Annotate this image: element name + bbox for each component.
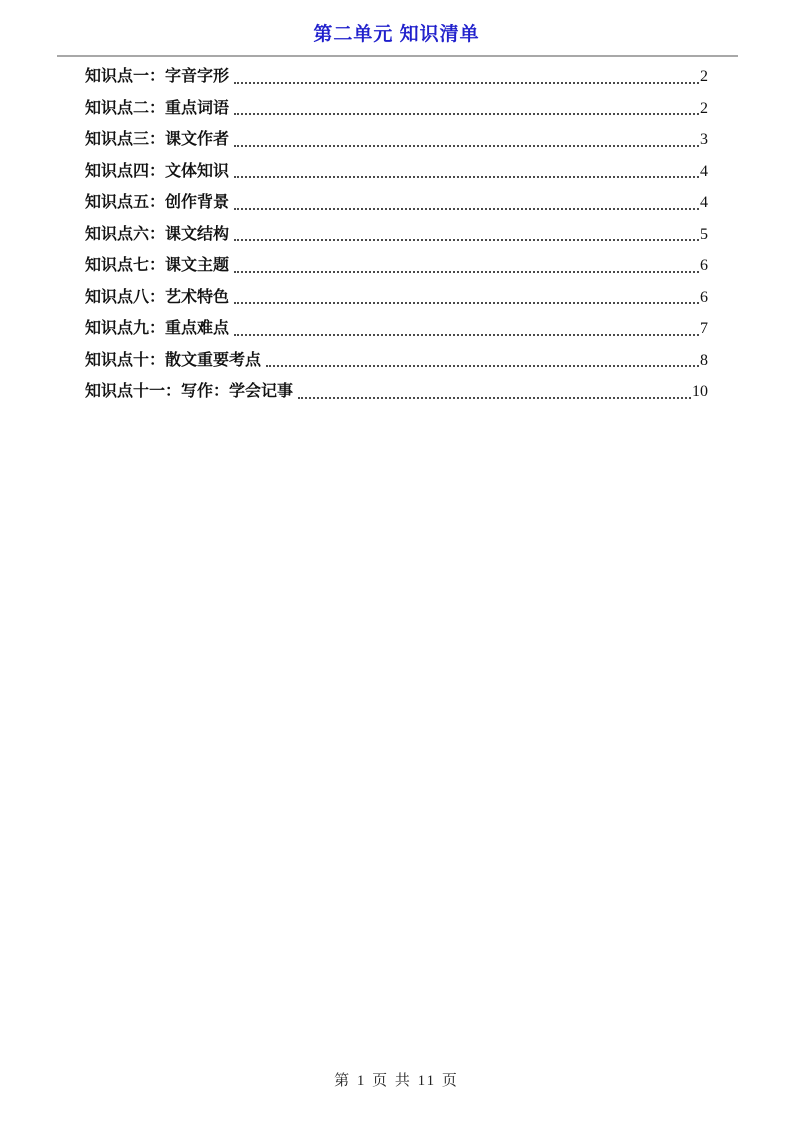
toc-page-number: 7	[700, 320, 708, 337]
title-divider	[57, 55, 738, 57]
toc-page-number: 5	[700, 225, 708, 243]
toc-entry-label: 知识点五：创作背景	[85, 194, 230, 211]
toc-entry-label: 知识点六：课文结构	[85, 225, 230, 243]
document-title: 第二单元 知识清单	[313, 24, 480, 45]
toc-page-number: 2	[700, 99, 708, 117]
toc-leader-dots	[234, 239, 699, 241]
toc-entry-label: 知识点七：课文主题	[85, 257, 230, 274]
toc-leader-dots	[234, 334, 699, 336]
toc-entry[interactable]	[85, 345, 708, 377]
toc-entry-label: 知识点十一：写作：学会记事	[85, 383, 294, 400]
toc-entry-label: 知识点二：重点词语	[85, 99, 230, 117]
toc-entry[interactable]	[85, 282, 708, 314]
toc-entry[interactable]	[85, 61, 708, 93]
toc-entry[interactable]	[85, 219, 708, 251]
toc-leader-dots	[234, 271, 699, 273]
toc-page-number: 3	[700, 131, 708, 148]
toc-page-number: 4	[700, 162, 708, 180]
toc-entry-label: 知识点四：文体知识	[85, 162, 230, 180]
toc-page-number: 2	[700, 68, 708, 85]
toc-page-number: 6	[700, 257, 708, 274]
toc-entry[interactable]	[85, 376, 708, 408]
toc-entry[interactable]	[85, 313, 708, 345]
page-footer: 第 1 页 共 11 页	[334, 1073, 459, 1089]
toc-entry-label: 知识点九：重点难点	[85, 320, 230, 337]
toc-entry[interactable]	[85, 156, 708, 188]
toc-entry[interactable]	[85, 187, 708, 219]
toc-page-number: 8	[700, 351, 708, 369]
toc-leader-dots	[234, 302, 699, 304]
toc-leader-dots	[234, 176, 699, 178]
toc-leader-dots	[266, 365, 699, 367]
toc-leader-dots	[298, 397, 691, 399]
toc-page-number: 6	[700, 288, 708, 306]
toc-leader-dots	[234, 113, 699, 115]
toc-page-number: 4	[700, 194, 708, 211]
toc-leader-dots	[234, 208, 699, 210]
toc-entry-label: 知识点一：字音字形	[85, 68, 230, 85]
toc-entry-label: 知识点三：课文作者	[85, 131, 230, 148]
toc-entry-label: 知识点十：散文重要考点	[85, 351, 262, 369]
toc-entry-label: 知识点八：艺术特色	[85, 288, 230, 306]
toc-leader-dots	[234, 145, 699, 147]
toc-leader-dots	[234, 82, 699, 84]
toc-entry[interactable]	[85, 250, 708, 282]
toc-page-number: 10	[692, 383, 708, 400]
toc-entry[interactable]	[85, 93, 708, 125]
toc-entry[interactable]	[85, 124, 708, 156]
table-of-contents	[85, 61, 708, 408]
